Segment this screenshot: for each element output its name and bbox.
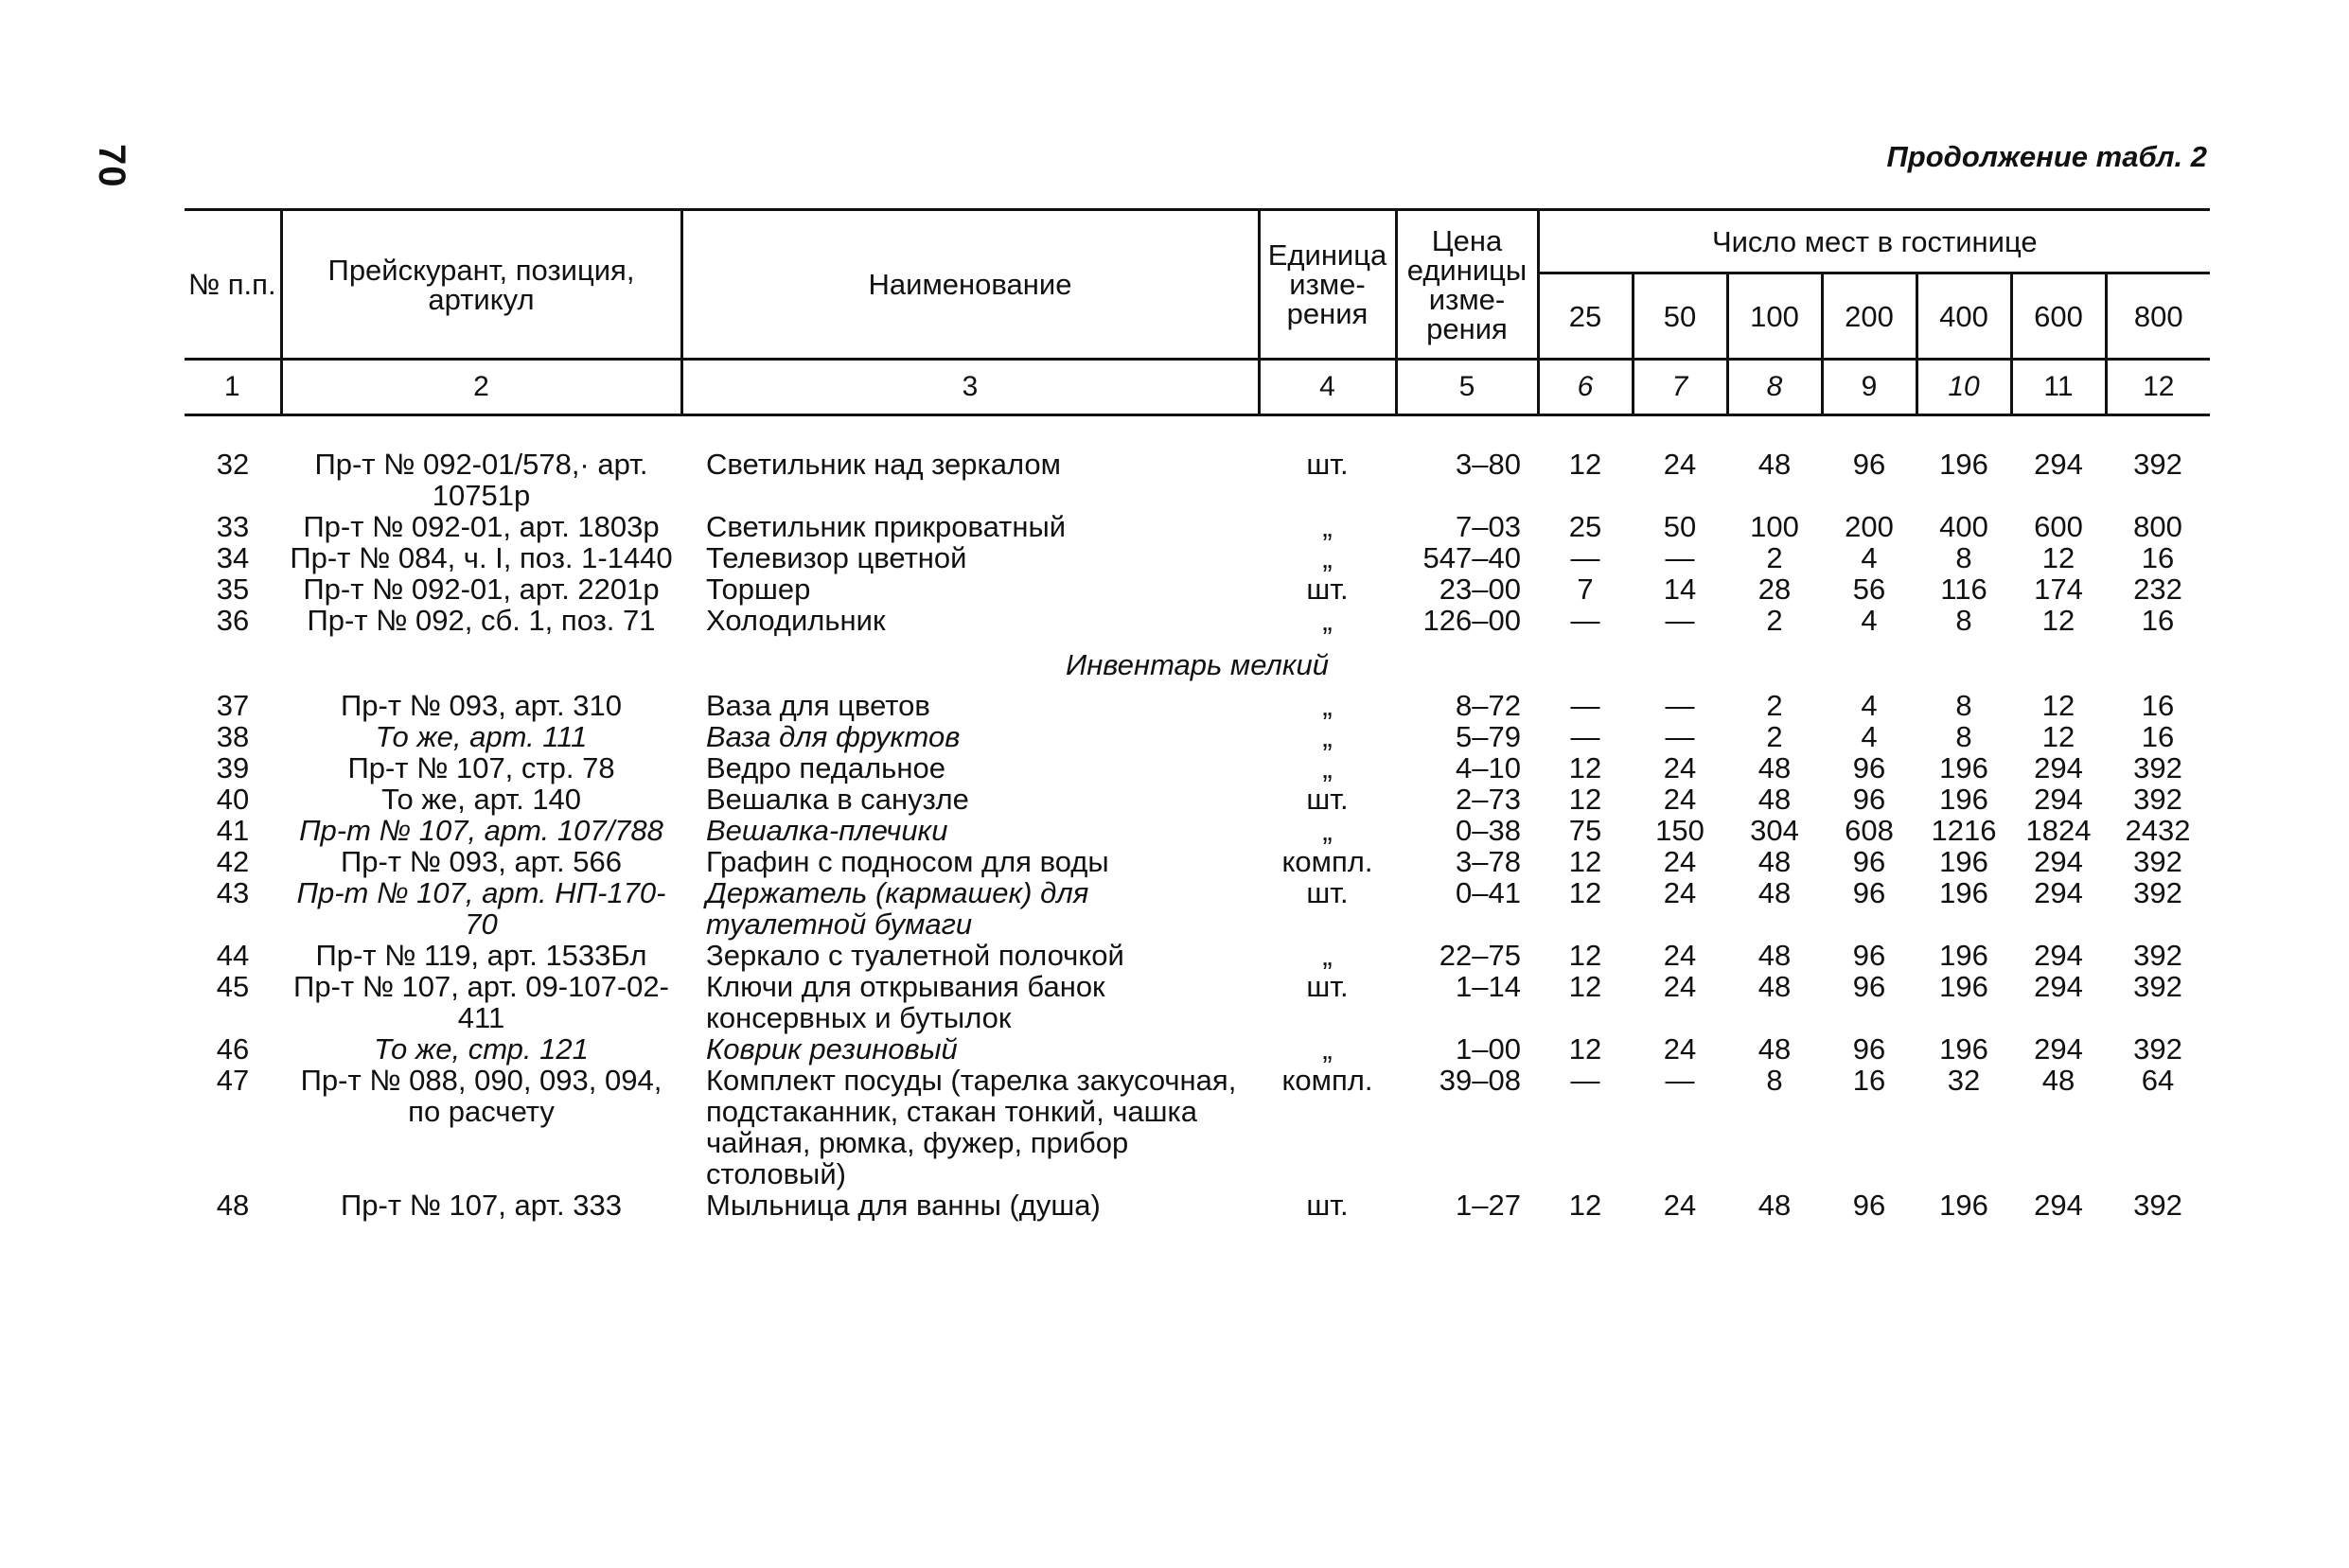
row-pricelist: Пр-т № 092-01/578,· арт. 10751р: [314, 448, 648, 512]
row-quantity: 50: [1663, 510, 1697, 543]
row-quantity: 96: [1852, 845, 1886, 878]
row-quantity: 2: [1766, 604, 1783, 637]
row-quantity: 4: [1861, 689, 1878, 722]
row-name: Вешалка-плечики: [706, 814, 948, 847]
header-unit: Единица изме-рения: [1259, 210, 1396, 360]
row-quantity: 232: [2133, 573, 2182, 606]
row-quantity: 116: [1940, 573, 1987, 606]
row-quantity: 12: [1568, 939, 1602, 972]
row-quantity: 12: [2041, 689, 2075, 722]
row-quantity: 8: [1955, 604, 1972, 637]
header-price: Цена единицы изме-рения: [1396, 210, 1538, 360]
row-pricelist: Пр-т № 107, стр. 78: [347, 751, 615, 784]
row-quantity: 392: [2133, 970, 2182, 1003]
row-unit: компл.: [1281, 845, 1373, 878]
continuation-label: Продолжение табл. 2: [1886, 140, 2207, 173]
row-price: 5–79: [1456, 720, 1521, 753]
row-quantity: 2: [1766, 541, 1783, 574]
row-name: Коврик резиновый: [706, 1032, 958, 1066]
row-quantity: 196: [1939, 876, 1988, 909]
table-row: [185, 877, 2210, 940]
table-row: [185, 752, 2210, 784]
row-price: 39–08: [1439, 1064, 1521, 1097]
row-quantity: 12: [1568, 751, 1602, 784]
row-quantity: 96: [1852, 448, 1886, 481]
row-name: Вешалка в санузле: [706, 783, 969, 816]
header-places-group: Число мест в гостинице: [1538, 210, 2210, 273]
row-name: Ваза для цветов: [706, 689, 930, 722]
row-number: 37: [216, 689, 250, 722]
row-quantity: 2432: [2125, 814, 2191, 847]
row-name: Телевизор цветной: [706, 541, 967, 574]
row-name: Торшер: [706, 573, 811, 606]
row-quantity: 12: [1568, 783, 1602, 816]
row-quantity: 12: [1568, 970, 1602, 1003]
row-quantity: 4: [1861, 604, 1878, 637]
row-quantity: 24: [1663, 845, 1697, 878]
row-quantity: 8: [1766, 1064, 1783, 1097]
row-price: 0–38: [1456, 814, 1521, 847]
row-quantity: 608: [1845, 814, 1894, 847]
row-quantity: 48: [1757, 845, 1792, 878]
row-quantity: 96: [1852, 1032, 1886, 1066]
row-quantity: 1216: [1931, 814, 1997, 847]
column-number: 5: [1396, 360, 1538, 415]
row-number: 41: [216, 814, 250, 847]
row-quantity: 16: [2141, 604, 2175, 637]
row-quantity: 12: [1568, 876, 1602, 909]
table-row: [185, 784, 2210, 815]
row-name: Ключи для открывания банок консервных и бутылок: [706, 970, 1105, 1034]
row-quantity: 7: [1577, 573, 1594, 606]
row-quantity: 48: [1757, 939, 1792, 972]
row-number: 47: [216, 1064, 250, 1097]
row-unit: шт.: [1306, 876, 1349, 909]
row-quantity: 96: [1852, 876, 1886, 909]
column-number: 10: [1916, 360, 2011, 415]
row-quantity: 16: [2141, 689, 2175, 722]
column-number: 3: [681, 360, 1259, 415]
row-quantity: 16: [2141, 541, 2175, 574]
row-quantity: 392: [2133, 1189, 2182, 1222]
table-row: [185, 542, 2210, 573]
row-number: 32: [216, 448, 250, 481]
row-quantity: 392: [2133, 1032, 2182, 1066]
row-name: Холодильник: [706, 604, 886, 637]
row-quantity: 8: [1955, 689, 1972, 722]
row-name: Светильник прикроватный: [706, 510, 1067, 543]
table-row: [185, 1033, 2210, 1065]
table-row: [185, 721, 2210, 752]
row-quantity: 304: [1750, 814, 1799, 847]
row-quantity: 28: [1757, 573, 1792, 606]
row-quantity: 196: [1939, 939, 1988, 972]
row-quantity: 24: [1663, 1032, 1697, 1066]
row-quantity: 392: [2133, 939, 2182, 972]
row-quantity: 12: [2041, 604, 2075, 637]
table-row: [185, 573, 2210, 605]
row-quantity: 4: [1861, 720, 1878, 753]
row-quantity: 800: [2133, 510, 2182, 543]
row-quantity: 96: [1852, 751, 1886, 784]
row-price: 2–73: [1456, 783, 1521, 816]
row-pricelist: Пр-т № 119, арт. 1533Бл: [315, 939, 647, 972]
table-row: [185, 605, 2210, 636]
row-pricelist: То же, арт. 111: [375, 720, 588, 753]
row-number: 40: [216, 783, 250, 816]
table-row: [185, 449, 2210, 511]
row-unit: „: [1322, 939, 1333, 972]
column-number: 11: [2011, 360, 2106, 415]
row-pricelist: Пр-т № 084, ч. I, поз. 1-1440: [290, 541, 673, 574]
row-pricelist: Пр-т № 107, арт. 333: [341, 1189, 622, 1222]
row-unit: шт.: [1306, 970, 1349, 1003]
table-row: [185, 690, 2210, 721]
row-quantity: —: [1665, 604, 1695, 637]
row-quantity: 96: [1852, 939, 1886, 972]
row-quantity: —: [1570, 720, 1600, 753]
row-quantity: 294: [2034, 783, 2083, 816]
row-quantity: 48: [1757, 970, 1792, 1003]
row-quantity: 1824: [2025, 814, 2092, 847]
row-pricelist: Пр-т № 093, арт. 310: [341, 689, 622, 722]
row-number: 44: [216, 939, 250, 972]
row-unit: „: [1322, 751, 1333, 784]
column-number: 6: [1538, 360, 1633, 415]
header-name: Наименование: [681, 210, 1259, 360]
header-places-400: 400: [1916, 273, 2011, 360]
row-quantity: 200: [1845, 510, 1894, 543]
row-number: 43: [216, 876, 250, 909]
row-number: 38: [216, 720, 250, 753]
row-price: 3–78: [1456, 845, 1521, 878]
row-quantity: —: [1570, 1064, 1600, 1097]
row-quantity: 294: [2034, 845, 2083, 878]
row-quantity: 48: [1757, 783, 1792, 816]
table-body: [185, 415, 2210, 1222]
row-quantity: 48: [1757, 876, 1792, 909]
section-row: [185, 636, 2210, 690]
row-quantity: 16: [2141, 720, 2175, 753]
row-quantity: 64: [2141, 1064, 2175, 1097]
row-quantity: 294: [2034, 876, 2083, 909]
row-name: Комплект посуды (тарелка закусочная, подстаканник, стакан тонкий, чашка чайная, рюмка, фужер, прибор столовый): [706, 1064, 1237, 1190]
row-unit: „: [1322, 720, 1333, 753]
row-quantity: 48: [1757, 448, 1792, 481]
header-places-600: 600: [2011, 273, 2106, 360]
column-number: 4: [1259, 360, 1396, 415]
row-unit: шт.: [1306, 783, 1349, 816]
row-unit: шт.: [1306, 1189, 1349, 1222]
row-quantity: 48: [1757, 1032, 1792, 1066]
row-unit: „: [1322, 814, 1333, 847]
row-quantity: 392: [2133, 751, 2182, 784]
row-quantity: 196: [1939, 845, 1988, 878]
row-quantity: 75: [1568, 814, 1602, 847]
row-unit: шт.: [1306, 573, 1349, 606]
header-num: № п.п.: [187, 268, 276, 301]
column-number: 9: [1822, 360, 1916, 415]
row-quantity: 294: [2034, 1032, 2083, 1066]
row-quantity: 100: [1750, 510, 1799, 543]
column-number: 12: [2106, 360, 2210, 415]
row-quantity: 2: [1766, 720, 1783, 753]
row-unit: компл.: [1281, 1064, 1373, 1097]
row-quantity: 196: [1939, 970, 1988, 1003]
row-quantity: 294: [2034, 970, 2083, 1003]
row-quantity: 48: [1757, 751, 1792, 784]
row-quantity: —: [1570, 689, 1600, 722]
row-number: 39: [216, 751, 250, 784]
row-number: 36: [216, 604, 250, 637]
row-quantity: 196: [1939, 1189, 1988, 1222]
row-quantity: 48: [1757, 1189, 1792, 1222]
header-places-800: 800: [2106, 273, 2210, 360]
column-number: 8: [1727, 360, 1822, 415]
table-row: [185, 511, 2210, 542]
row-quantity: 48: [2041, 1064, 2075, 1097]
row-number: 35: [216, 573, 250, 606]
row-quantity: —: [1570, 604, 1600, 637]
row-unit: „: [1322, 689, 1333, 722]
row-quantity: 12: [1568, 845, 1602, 878]
row-name: Светильник над зеркалом: [706, 448, 1061, 481]
row-quantity: 56: [1852, 573, 1886, 606]
row-quantity: 25: [1568, 510, 1602, 543]
row-quantity: 600: [2034, 510, 2083, 543]
row-price: 126–00: [1422, 604, 1521, 637]
row-price: 22–75: [1439, 939, 1521, 972]
row-price: 7–03: [1456, 510, 1521, 543]
table-row: [185, 815, 2210, 846]
price-table: [185, 208, 2210, 1221]
row-pricelist: Пр-т № 092, сб. 1, поз. 71: [307, 604, 656, 637]
row-quantity: 12: [2041, 720, 2075, 753]
row-quantity: 294: [2034, 751, 2083, 784]
row-quantity: 8: [1955, 541, 1972, 574]
row-quantity: 96: [1852, 1189, 1886, 1222]
row-number: 45: [216, 970, 250, 1003]
row-price: 4–10: [1456, 751, 1521, 784]
row-quantity: 294: [2034, 448, 2083, 481]
row-quantity: 24: [1663, 970, 1697, 1003]
row-quantity: 24: [1663, 783, 1697, 816]
row-pricelist: Пр-т № 092-01, арт. 2201р: [303, 573, 660, 606]
header-places-50: 50: [1633, 273, 1727, 360]
row-unit: „: [1322, 1032, 1333, 1066]
row-name: Ваза для фруктов: [706, 720, 961, 753]
row-number: 33: [216, 510, 250, 543]
row-quantity: 196: [1939, 448, 1988, 481]
row-price: 23–00: [1439, 573, 1521, 606]
table-row: [185, 1189, 2210, 1221]
row-unit: „: [1322, 604, 1333, 637]
row-quantity: 392: [2133, 783, 2182, 816]
row-quantity: 8: [1955, 720, 1972, 753]
row-quantity: 24: [1663, 939, 1697, 972]
row-quantity: 196: [1939, 1032, 1988, 1066]
row-price: 0–41: [1456, 876, 1521, 909]
row-quantity: 294: [2034, 1189, 2083, 1222]
row-price: 547–40: [1422, 541, 1521, 574]
price-table-container: [185, 208, 2210, 1221]
row-price: 1–27: [1456, 1189, 1521, 1222]
row-quantity: 392: [2133, 876, 2182, 909]
row-quantity: 150: [1655, 814, 1704, 847]
row-pricelist: То же, арт. 140: [380, 783, 582, 816]
row-number: 42: [216, 845, 250, 878]
row-quantity: 32: [1947, 1064, 1981, 1097]
row-price: 1–00: [1456, 1032, 1521, 1066]
row-quantity: —: [1665, 541, 1695, 574]
row-quantity: 24: [1663, 876, 1697, 909]
row-price: 8–72: [1456, 689, 1521, 722]
row-pricelist: Пр-т № 093, арт. 566: [341, 845, 622, 878]
column-number: 7: [1633, 360, 1727, 415]
row-quantity: 16: [1852, 1064, 1886, 1097]
row-quantity: 400: [1939, 510, 1988, 543]
table-row: [185, 971, 2210, 1033]
row-price: 1–14: [1456, 970, 1521, 1003]
row-number: 48: [216, 1189, 250, 1222]
column-number: 2: [281, 360, 681, 415]
row-quantity: 14: [1663, 573, 1697, 606]
row-pricelist: Пр-т № 092-01, арт. 1803р: [303, 510, 660, 543]
header-places-100: 100: [1727, 273, 1822, 360]
row-quantity: 4: [1861, 541, 1878, 574]
row-quantity: 12: [1568, 1032, 1602, 1066]
row-quantity: 174: [2034, 573, 2083, 606]
row-name: Мыльница для ванны (душа): [706, 1189, 1101, 1222]
row-number: 34: [216, 541, 250, 574]
section-title: Инвентарь мелкий: [1066, 648, 1330, 681]
row-pricelist: Пр-т № 107, арт. НП-170-70: [296, 876, 666, 941]
row-quantity: 12: [1568, 448, 1602, 481]
row-quantity: 392: [2133, 448, 2182, 481]
row-quantity: 24: [1663, 751, 1697, 784]
row-quantity: —: [1665, 1064, 1695, 1097]
row-quantity: 196: [1939, 751, 1988, 784]
row-quantity: 196: [1939, 783, 1988, 816]
row-pricelist: Пр-т № 088, 090, 093, 094, по расчету: [300, 1064, 662, 1128]
row-quantity: 24: [1663, 1189, 1697, 1222]
row-quantity: —: [1570, 541, 1600, 574]
table-row: [185, 1065, 2210, 1189]
row-unit: „: [1322, 541, 1333, 574]
row-quantity: 24: [1663, 448, 1697, 481]
row-unit: шт.: [1306, 448, 1349, 481]
page-number: 70: [91, 144, 132, 188]
row-quantity: 96: [1852, 783, 1886, 816]
row-name: Графин с подносом для воды: [706, 845, 1109, 878]
row-quantity: 96: [1852, 970, 1886, 1003]
row-quantity: 392: [2133, 845, 2182, 878]
row-quantity: —: [1665, 689, 1695, 722]
row-quantity: 294: [2034, 939, 2083, 972]
row-name: Держатель (кармашек) для туалетной бумаги: [706, 876, 1089, 941]
row-quantity: —: [1665, 720, 1695, 753]
row-number: 46: [216, 1032, 250, 1066]
row-name: Зеркало с туалетной полочкой: [706, 939, 1124, 972]
header-places-200: 200: [1822, 273, 1916, 360]
row-unit: „: [1322, 510, 1333, 543]
column-number: 1: [185, 360, 281, 415]
table-row: [185, 940, 2210, 971]
row-pricelist: То же, стр. 121: [374, 1032, 589, 1066]
row-price: 3–80: [1456, 448, 1521, 481]
row-quantity: 12: [2041, 541, 2075, 574]
row-quantity: 12: [1568, 1189, 1602, 1222]
row-quantity: 2: [1766, 689, 1783, 722]
table-row: [185, 846, 2210, 877]
row-pricelist: Пр-т № 107, арт. 107/788: [299, 814, 663, 847]
row-pricelist: Пр-т № 107, арт. 09-107-02-411: [293, 970, 669, 1034]
header-places-25: 25: [1538, 273, 1633, 360]
header-pricelist: Прейскурант, позиция, артикул: [281, 210, 681, 360]
row-name: Ведро педальное: [706, 751, 945, 784]
